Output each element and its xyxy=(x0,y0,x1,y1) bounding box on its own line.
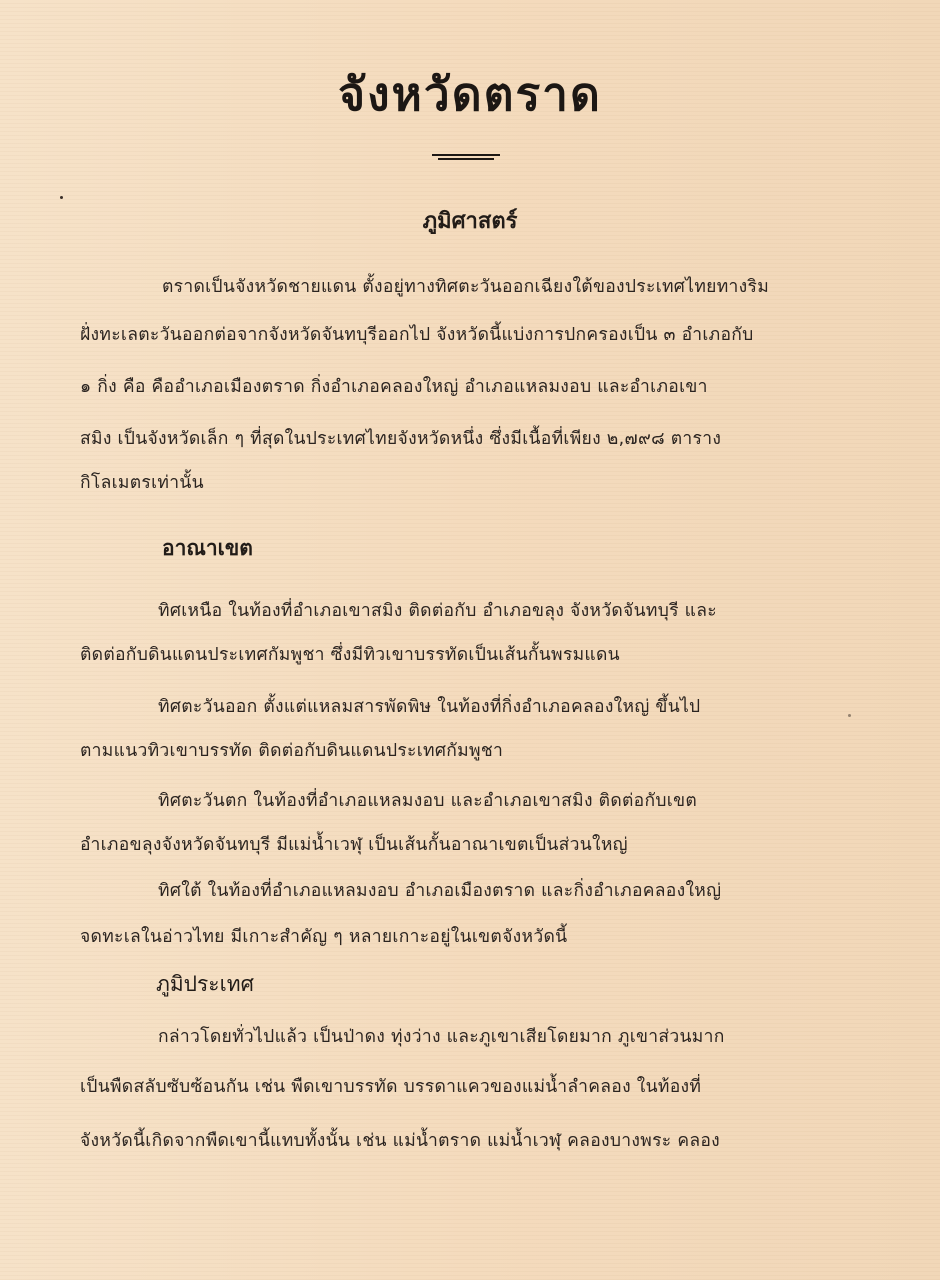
terrain-line-1: กล่าวโดยทั่วไปแล้ว เป็นป่าดง ทุ่งว่าง และภูเขาเสียโดยมาก ภูเขาส่วนมาก xyxy=(158,1027,725,1047)
section-heading-terrain: ภูมิประเทศ xyxy=(156,972,254,996)
geo-line-1: ตราดเป็นจังหวัดชายแดน ตั้งอยู่ทางทิศตะวันออกเฉียงใต้ของประเทศไทยทางริม xyxy=(162,277,770,297)
section-heading-border: อาณาเขต xyxy=(162,536,253,560)
south-line-1: ทิศใต้ ในท้องที่อำเภอแหลมงอบ อำเภอเมืองตราด และกิ่งอำเภอคลองใหญ่ xyxy=(158,881,722,901)
terrain-line-3: จังหวัดนี้เกิดจากพืดเขานี้แทบทั้งนั้น เช่น แม่น้ำตราด แม่น้ำเวฬุ คลองบางพระ คลอง xyxy=(80,1131,721,1151)
paper-speck xyxy=(848,714,851,717)
terrain-line-2: เป็นพืดสลับซับซ้อนกัน เช่น พืดเขาบรรทัด บรรดาแควของแม่น้ำลำคลอง ในท้องที่ xyxy=(80,1077,702,1097)
east-line-1: ทิศตะวันออก ตั้งแต่แหลมสารพัดพิษ ในท้องที่กิ่งอำเภอคลองใหญ่ ขึ้นไป xyxy=(158,697,701,717)
south-line-2: จดทะเลในอ่าวไทย มีเกาะสำคัญ ๆ หลายเกาะอยู่ในเขตจังหวัดนี้ xyxy=(80,927,568,947)
north-line-1: ทิศเหนือ ในท้องที่อำเภอเขาสมิง ติดต่อกับ อำเภอขลุง จังหวัดจันทบุรี และ xyxy=(158,601,717,621)
geo-line-5: กิโลเมตรเท่านั้น xyxy=(80,473,204,493)
title-underline xyxy=(432,152,500,162)
geo-line-4: สมิง เป็นจังหวัดเล็ก ๆ ที่สุดในประเทศไทยจังหวัดหนึ่ง ซึ่งมีเนื้อที่เพียง ๒,๗๙๘ ตาราง xyxy=(80,429,722,449)
paper-speck xyxy=(60,196,63,199)
west-line-1: ทิศตะวันตก ในท้องที่อำเภอแหลมงอบ และอำเภอเขาสมิง ติดต่อกับเขต xyxy=(158,791,697,811)
page-title: จังหวัดตราด xyxy=(338,67,602,121)
geo-line-2: ฝั่งทะเลตะวันออกต่อจากจังหวัดจันทบุรีออกไป จังหวัดนี้แบ่งการปกครองเป็น ๓ อำเภอกับ xyxy=(80,325,754,345)
west-line-2: อำเภอขลุงจังหวัดจันทบุรี มีแม่น้ำเวฬุ เป็นเส้นกั้นอาณาเขตเป็นส่วนใหญ่ xyxy=(80,835,628,855)
north-line-2: ติดต่อกับดินแดนประเทศกัมพูชา ซึ่งมีทิวเขาบรรทัดเป็นเส้นกั้นพรมแดน xyxy=(80,645,620,665)
geo-line-3: ๑ กิ่ง คือ คืออำเภอเมืองตราด กิ่งอำเภอคลองใหญ่ อำเภอแหลมงอบ และอำเภอเขา xyxy=(80,377,708,397)
east-line-2: ตามแนวทิวเขาบรรทัด ติดต่อกับดินแดนประเทศกัมพูชา xyxy=(80,741,504,761)
section-heading-geography: ภูมิศาสตร์ xyxy=(422,209,518,234)
